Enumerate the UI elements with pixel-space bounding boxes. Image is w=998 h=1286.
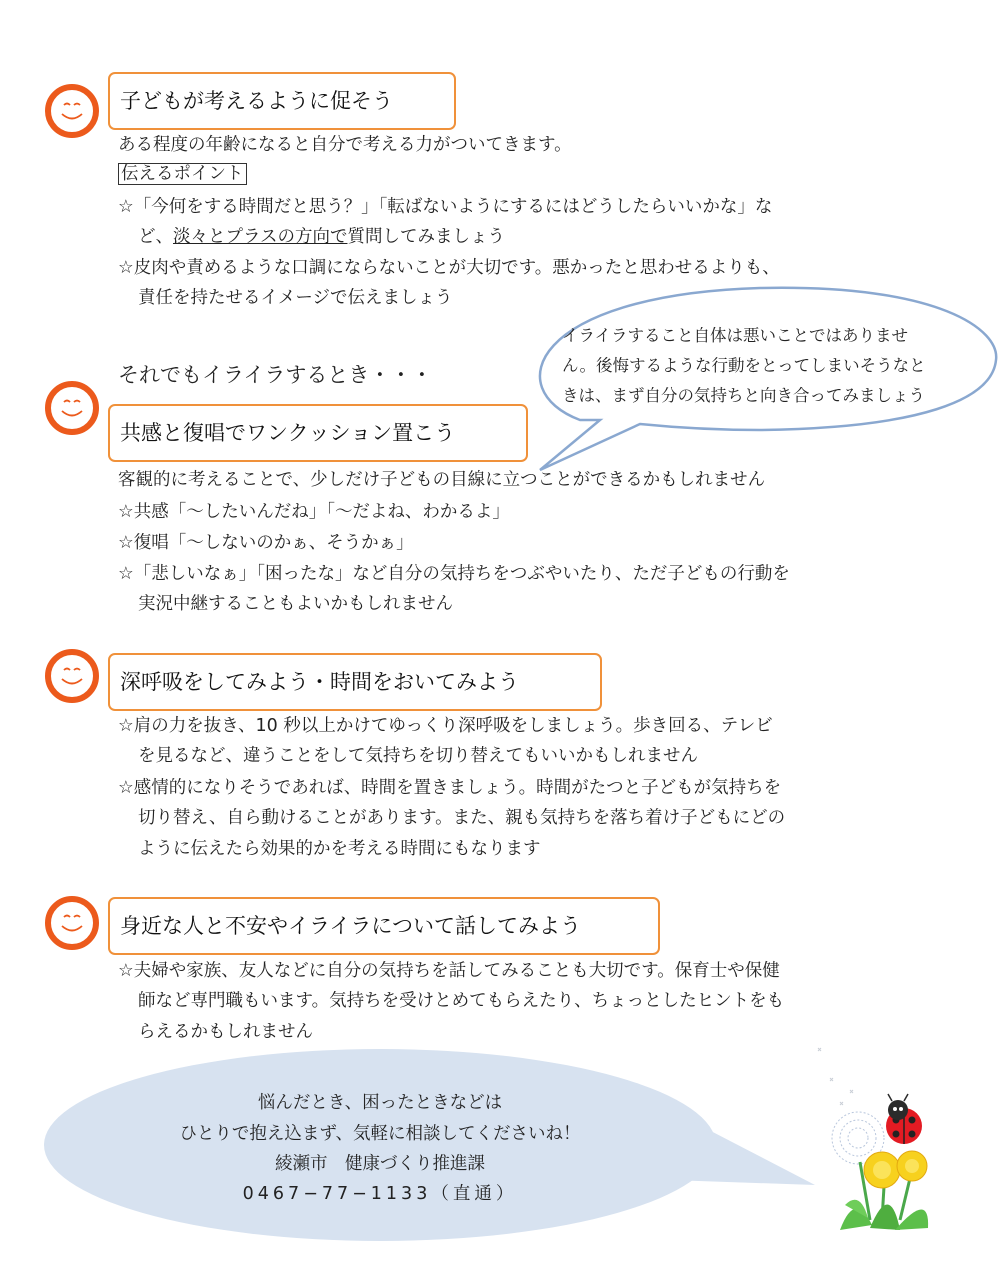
section2-intro: 客観的に考えることで、少しだけ子どもの目線に立つことができるかもしれません [118,470,766,490]
section4-heading: 身近な人と不安やイライラについて話してみよう [108,897,660,955]
section2-item1: ☆共感「～したいんだね」「～だよね、わかるよ」 [118,502,510,522]
section1-item2-line1: ☆皮肉や責めるような口調にならないことが大切です。悪かったと思わせるよりも、 [118,258,780,278]
smiley-icon [44,648,100,704]
section4-item1-line3: らえるかもしれません [138,1022,313,1042]
section2-heading: 共感と復唱でワンクッション置こう [108,404,528,462]
transition-text: それでもイライラするとき・・・ [118,363,433,387]
section1-heading: 子どもが考えるように促そう [108,72,456,130]
footer-line2: ひとりで抱え込まず、気軽に相談してくださいね！ [179,1124,581,1144]
footer-line1: 悩んだとき、困ったときなどは [257,1093,503,1113]
bubble-line2: ん。後悔するような行動をとってしまいそうなと [562,356,926,375]
ladybug-dandelion-illustration [800,1040,970,1240]
section3-item1-line1: ☆肩の力を抜き、10 秒以上かけてゆっくり深呼吸をしましょう。歩き回る、テレビ [118,716,773,736]
section2-item2: ☆復唱「～しないのかぁ、そうかぁ」 [118,533,414,553]
section4-item1-line2: 師など専門職もいます。気持ちを受けとめてもらえたり、ちょっとしたヒントをも [138,991,785,1011]
speech-bubble [520,280,998,480]
point-label: 伝えるポイント [118,166,247,184]
section3-heading: 深呼吸をしてみよう・時間をおいてみよう [108,653,602,711]
bubble-line3: きは、まず自分の気持ちと向き合ってみましょう [562,386,925,405]
section2-item3-line1: ☆「悲しいなぁ」「困ったな」など自分の気持ちをつぶやいたり、ただ子どもの行動を [118,564,790,584]
footer-line3: 綾瀬市 健康づくり推進課 [275,1154,485,1174]
footer-bubble [40,1045,820,1250]
section4-item1-line1: ☆夫婦や家族、友人などに自分の気持ちを話してみることも大切です。保育士や保健 [118,961,780,981]
section3-item2-line3: ように伝えたら効果的かを考える時間にもなります [138,839,541,859]
section3-item2-line1: ☆感情的になりそうであれば、時間を置きましょう。時間がたつと子どもが気持ちを [118,778,782,798]
bubble-line1: イライラすること自体は悪いことではありませ [562,326,909,345]
section1-item1-line2: ど、淡々とプラスの方向で質問してみましょう [138,227,505,247]
section3-item2-line2: 切り替え、自ら動けることがあります。また、親も気持ちを落ち着け子どもにどの [138,808,786,828]
footer-phone: 0467−77−1133（直通） [242,1184,518,1204]
smiley-icon [44,380,100,436]
section1-intro: ある程度の年齢になると自分で考える力がついてきます。 [118,135,572,155]
section3-item1-line2: を見るなど、違うことをして気持ちを切り替えてもいいかもしれません [138,746,698,766]
section1-item2-line2: 責任を持たせるイメージで伝えましょう [138,288,453,308]
smiley-icon [44,895,100,951]
section1-item1-line1: ☆「今何をする時間だと思う？」「転ばないようにするにはどうしたらいいかな」な [118,197,773,217]
smiley-icon [44,83,100,139]
section2-item3-line2: 実況中継することもよいかもしれません [138,594,453,614]
